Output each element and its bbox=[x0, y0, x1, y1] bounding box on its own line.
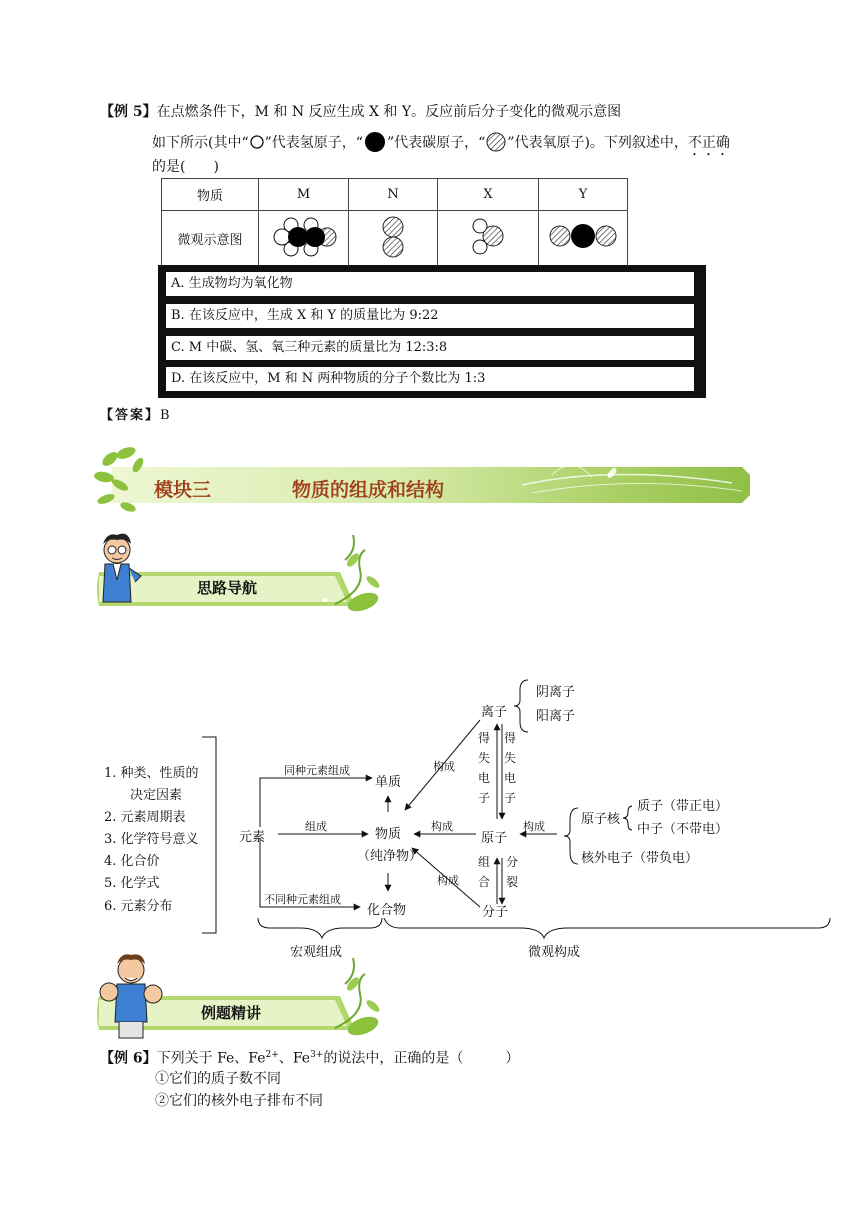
example6-text-c: 的说法中，正确的是（ ） bbox=[323, 1050, 520, 1067]
left-list-item-5: 5. 化学式 bbox=[104, 876, 160, 891]
left-list bbox=[104, 765, 199, 914]
molecule-m-icon bbox=[259, 211, 349, 266]
answer-value: B bbox=[160, 408, 170, 423]
stem-text-a: 如下所示(其中“ bbox=[152, 135, 249, 151]
left-list-item-1b: 决定因素 bbox=[130, 788, 183, 803]
node-ion: 离子 bbox=[481, 705, 508, 720]
molecule-y-icon bbox=[539, 211, 628, 266]
node-element: 元素 bbox=[239, 830, 266, 845]
example5-label: 【例 5】 bbox=[100, 104, 157, 120]
node-proton: 质子（带正电） bbox=[637, 799, 729, 814]
carbon-atom-icon bbox=[363, 131, 387, 153]
example6-item-1: ①它们的质子数不同 bbox=[155, 1071, 281, 1087]
options-box bbox=[158, 265, 706, 398]
molecule-x-icon bbox=[438, 211, 539, 266]
example6-label: 【例 6】 bbox=[100, 1050, 157, 1067]
node-electron: 核外电子（带负电） bbox=[581, 851, 699, 866]
node-simple-substance: 单质 bbox=[375, 775, 402, 790]
micro-brace bbox=[384, 918, 830, 938]
left-list-item-6: 6. 元素分布 bbox=[104, 899, 173, 914]
left-list-item-1: 1. 种类、性质的 bbox=[104, 766, 199, 781]
molecule-n-icon bbox=[349, 211, 438, 266]
example6-text-b: 、Fe bbox=[278, 1050, 311, 1067]
answer-line bbox=[100, 407, 170, 425]
concept-diagram bbox=[0, 660, 860, 970]
molecule-table bbox=[161, 178, 628, 266]
ion-brace bbox=[514, 680, 528, 732]
answer-label: 【答案】 bbox=[100, 408, 161, 423]
node-cation: 阳离子 bbox=[536, 709, 576, 724]
node-nucleus: 原子核 bbox=[581, 812, 621, 827]
label-diff-element: 不同种元素组成 bbox=[264, 893, 341, 906]
badge-examples-graphic bbox=[95, 952, 385, 1042]
module-banner bbox=[92, 445, 750, 520]
table-header-label: 物质 bbox=[162, 179, 259, 211]
label-gain-loss-left: 得失电子 bbox=[477, 731, 490, 805]
table-col-n: N bbox=[349, 179, 438, 211]
option-c[interactable]: C. M 中碳、氢、氧三种元素的质量比为 12:3:8 bbox=[166, 336, 694, 360]
label-split: 分裂 bbox=[505, 855, 518, 889]
stem-text-c: ”代表碳原子，“ bbox=[386, 135, 486, 151]
examples-badge bbox=[95, 952, 385, 1042]
examples-badge-title: 例题精讲 bbox=[201, 1004, 262, 1022]
oxygen-atom-icon bbox=[485, 132, 507, 152]
label-macro: 宏观组成 bbox=[290, 945, 343, 960]
example6-sup1: 2+ bbox=[265, 1050, 279, 1060]
left-list-item-3: 3. 化学符号意义 bbox=[104, 832, 199, 847]
badge-thinking-graphic bbox=[95, 530, 385, 620]
node-neutron: 中子（不带电） bbox=[637, 822, 729, 837]
option-b[interactable]: B. 在该反应中，生成 X 和 Y 的质量比为 9:22 bbox=[166, 304, 694, 328]
node-molecule: 分子 bbox=[482, 905, 509, 920]
label-constitute-molecule: 构成 bbox=[437, 874, 459, 887]
thinking-badge-title: 思路导航 bbox=[197, 579, 258, 597]
module-title: 物质的组成和结构 bbox=[292, 479, 445, 501]
label-constitute-ion: 构成 bbox=[433, 760, 455, 773]
example5-stem-line1 bbox=[100, 103, 621, 121]
hydrogen-atom-icon bbox=[249, 134, 265, 150]
table-col-y: Y bbox=[539, 179, 628, 211]
table-col-x: X bbox=[438, 179, 539, 211]
label-micro: 微观构成 bbox=[528, 945, 581, 960]
option-a[interactable]: A. 生成物均为氧化物 bbox=[166, 272, 694, 296]
macro-brace bbox=[258, 918, 382, 938]
example5-stem: 在点燃条件下，M 和 N 反应生成 X 和 Y。反应前后分子变化的微观示意图 bbox=[156, 104, 622, 120]
stem-text-e: 的是( ) bbox=[152, 159, 219, 175]
label-constitute-nucleus: 构成 bbox=[523, 820, 545, 833]
left-list-item-4: 4. 化合价 bbox=[104, 854, 160, 869]
left-list-item-2: 2. 元素周期表 bbox=[104, 810, 186, 825]
example6-stem bbox=[100, 1046, 519, 1068]
node-atom: 原子 bbox=[481, 831, 508, 846]
table-col-m: M bbox=[259, 179, 349, 211]
atom-brace bbox=[564, 808, 578, 864]
example5-stem-line2 bbox=[152, 131, 730, 159]
node-anion: 阴离子 bbox=[536, 685, 576, 700]
node-substance: 物质 bbox=[375, 827, 402, 842]
nucleus-brace bbox=[623, 806, 632, 830]
emphasis-not-correct: 不正确 bbox=[687, 135, 730, 151]
node-pure: （纯净物） bbox=[357, 849, 423, 864]
label-gain-loss-right: 得失电子 bbox=[503, 731, 516, 805]
stem-text-d: ”代表氧原子)。下列叙述中， bbox=[507, 135, 688, 151]
left-bracket bbox=[202, 737, 216, 933]
label-same-element: 同种元素组成 bbox=[284, 764, 350, 777]
label-constitute-atom: 构成 bbox=[431, 820, 453, 833]
example6-item-2: ②它们的核外电子排布不同 bbox=[155, 1093, 323, 1109]
node-compound: 化合物 bbox=[367, 903, 407, 918]
example6-sup2: 3+ bbox=[310, 1050, 324, 1060]
example5-stem-line3 bbox=[152, 158, 219, 176]
thinking-badge bbox=[95, 530, 385, 620]
stem-text-b: ”代表氢原子，“ bbox=[264, 135, 363, 151]
table-image-label: 微观示意图 bbox=[162, 211, 259, 266]
label-combine: 组合 bbox=[477, 855, 490, 889]
module-number: 模块三 bbox=[154, 479, 212, 501]
option-d[interactable]: D. 在该反应中，M 和 N 两种物质的分子个数比为 1:3 bbox=[166, 367, 694, 391]
label-compose: 组成 bbox=[305, 820, 327, 833]
example6-text-a: 下列关于 Fe、Fe bbox=[156, 1050, 266, 1067]
